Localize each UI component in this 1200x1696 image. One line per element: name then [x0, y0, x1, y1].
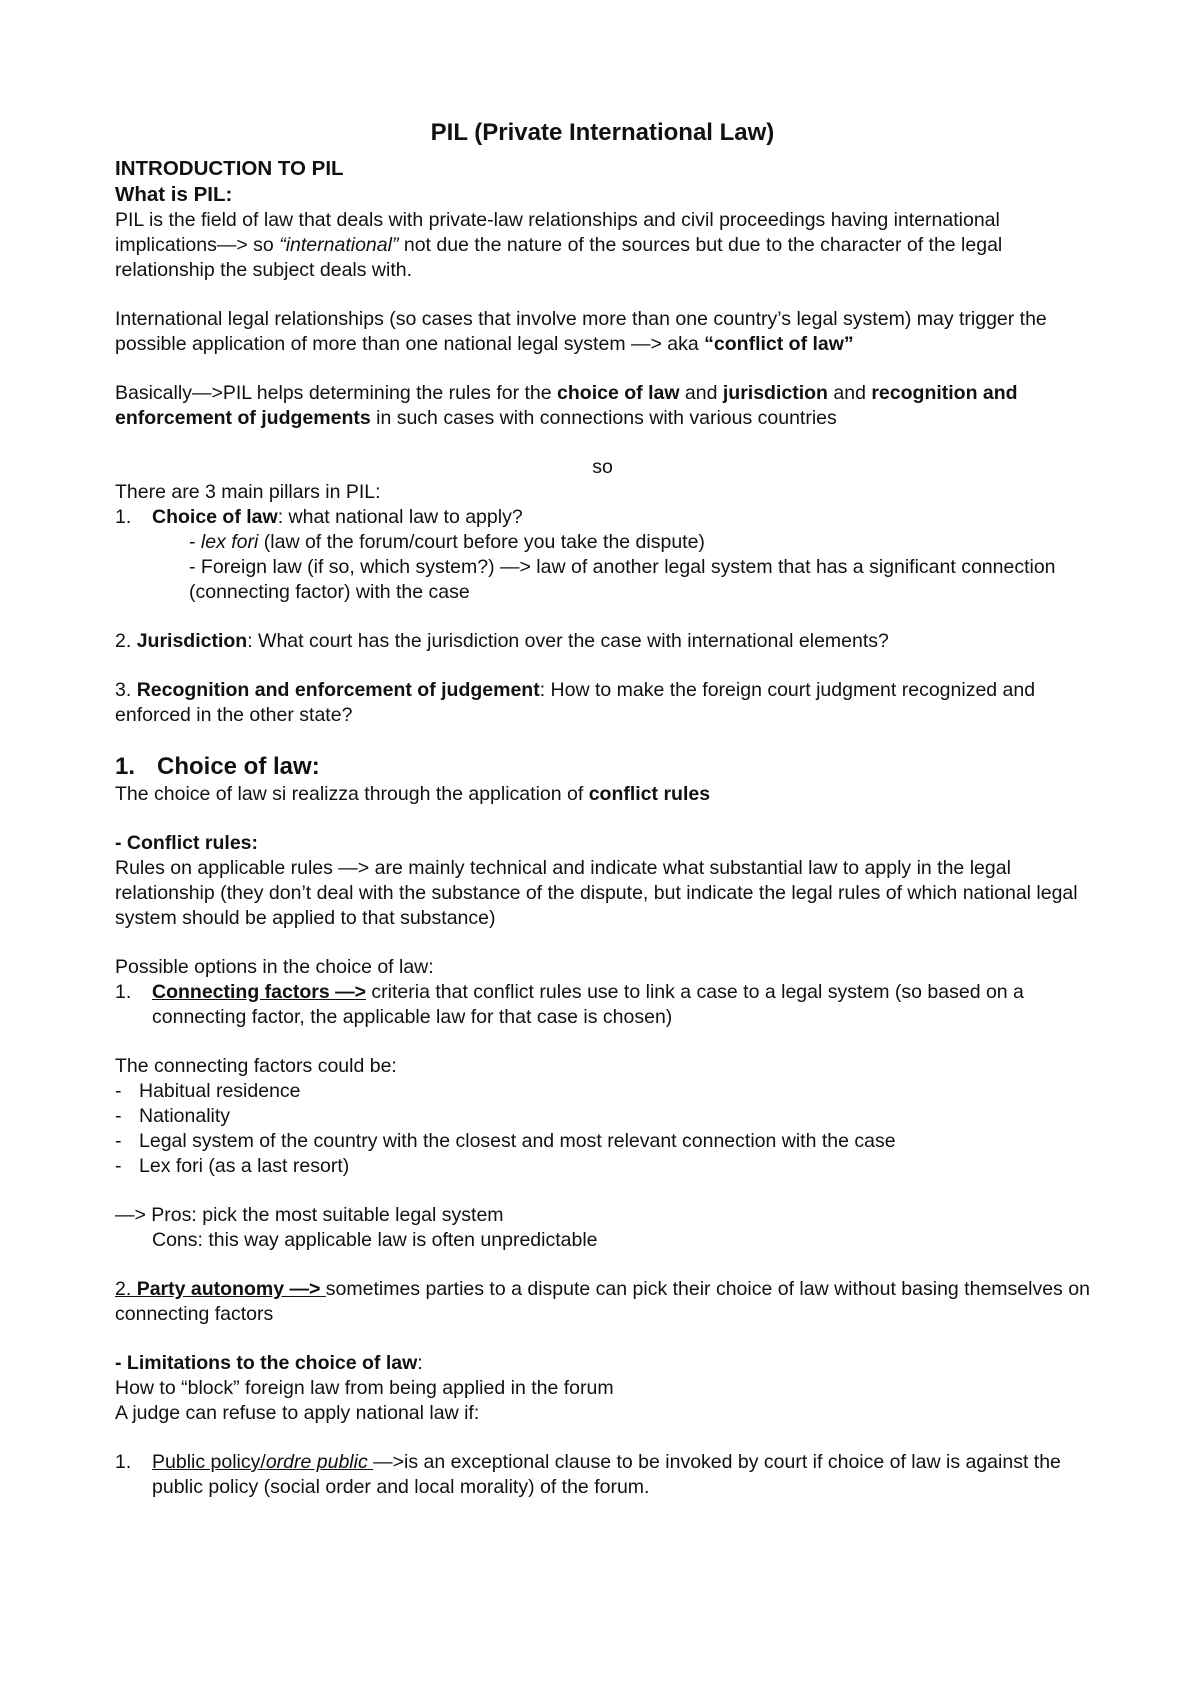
section-heading-choice-of-law	[115, 752, 1090, 782]
bold-run: Party autonomy —>	[136, 1278, 321, 1300]
bold-run: choice of law	[557, 382, 680, 404]
text-run: (law of the forum/court before you take the dispute)	[258, 531, 705, 553]
bold-run: conflict rules	[588, 783, 711, 805]
what-heading: What is PIL:	[115, 183, 233, 206]
list-body	[152, 980, 1090, 1030]
pillar-3	[115, 678, 1090, 728]
options-intro: Possible options in the choice of law:	[115, 956, 434, 978]
bold-run: recognition and enforcement of judgements	[115, 382, 1018, 429]
text-run: The choice of law si realizza through the application of	[115, 783, 589, 805]
pillar-1-sub-lex-fori	[115, 530, 1090, 555]
pillar-1-sub-foreign-law: - Foreign law (if so, which system?) —> law of another legal system that has a significant connection (connecting factor) with the case	[189, 556, 1056, 603]
dash-bullet: -	[115, 1130, 122, 1152]
factors-intro: The connecting factors could be:	[115, 1055, 397, 1077]
factor-item	[115, 1129, 1090, 1154]
list-number: 1.	[115, 1451, 132, 1473]
text-run: -	[189, 531, 201, 553]
text-run: : what national law to apply?	[277, 506, 523, 528]
paragraph-choice-of-law	[115, 782, 1090, 807]
text-run: sometimes parties to a dispute can pick their choice of law without basing themselves on connecting factors	[115, 1278, 1090, 1325]
option-2	[115, 1277, 1090, 1327]
factor-text: Nationality	[139, 1105, 231, 1127]
text-run: criteria that conflict rules use to link a case to a legal system (so based on a connecting factor, the applicable law for that case is chosen)	[152, 981, 1024, 1028]
factor-item	[115, 1079, 1090, 1104]
factor-text: Lex fori (as a last resort)	[139, 1155, 350, 1177]
paragraph-definition	[115, 208, 1090, 283]
factor-text: Habitual residence	[139, 1080, 301, 1102]
italic-run: lex fori	[200, 531, 259, 553]
page-title: PIL (Private International Law)	[430, 119, 775, 146]
list-number: 1.	[115, 506, 132, 528]
pillar-1	[115, 505, 1090, 530]
limitations-line-1: How to “block” foreign law from being applied in the forum	[115, 1377, 614, 1399]
text-run: and	[679, 382, 723, 404]
text-run: PIL is the field of law that deals with private-law relationships and civil proceedings having international implications—> so	[115, 209, 1000, 256]
bold-run: Recognition and enforcement of judgement	[136, 679, 540, 701]
conflict-rules-text: Rules on applicable rules —> are mainly technical and indicate what substantial law to apply in the legal relationship (they don’t deal with the substance of the dispute, but indicate the legal rules of which national legal system should be applied to that substance)	[115, 857, 1078, 929]
list-number: 2.	[115, 630, 137, 652]
pillars-intro: There are 3 main pillars in PIL:	[115, 481, 381, 503]
text-run: :	[417, 1352, 423, 1374]
list-body	[152, 505, 1090, 530]
limitations-heading	[115, 1351, 1090, 1376]
text-run: in such cases with connections with various countries	[370, 407, 837, 429]
text-run: not due the nature of the sources but due to the character of the legal relationship the subject deals with.	[115, 234, 1003, 281]
bold-run: “conflict of law”	[704, 333, 854, 355]
dash-bullet: -	[115, 1155, 122, 1177]
text-run: —>is an exceptional clause to be invoked by court if choice of law is against the public policy (social order and local morality) of the forum.	[152, 1451, 1061, 1498]
pillar-2	[115, 629, 1090, 654]
underlined-run: Public policy/ordre public	[152, 1451, 368, 1473]
pros-line: —> Pros: pick the most suitable legal system	[115, 1204, 504, 1226]
bold-run: Choice of law	[152, 506, 278, 528]
list-number: 1.	[115, 981, 132, 1003]
paragraph-basically	[115, 381, 1090, 431]
so-connector: so	[592, 456, 613, 478]
option-2-label: 2. Party autonomy —>	[115, 1278, 321, 1300]
bold-run: - Limitations to the choice of law	[115, 1352, 418, 1374]
conflict-rules-heading: - Conflict rules:	[115, 832, 259, 854]
dash-bullet: -	[115, 1105, 122, 1127]
italic-run: “international”	[279, 234, 399, 256]
text-run: : What court has the jurisdiction over the case with international elements?	[247, 630, 889, 652]
text-run: Basically—>PIL helps determining the rules for the	[115, 382, 558, 404]
section-number: 1.	[115, 753, 136, 780]
section-title: Choice of law:	[157, 753, 320, 780]
option-1	[115, 980, 1090, 1030]
document-body	[115, 118, 1090, 1500]
dash-bullet: -	[115, 1080, 122, 1102]
text-run: and	[827, 382, 872, 404]
paragraph-relationships	[115, 307, 1090, 357]
list-number: 3.	[115, 679, 137, 701]
factor-text: Legal system of the country with the closest and most relevant connection with the case	[139, 1130, 896, 1152]
text-run: International legal relationships (so cases that involve more than one country’s legal system) may trigger the possible application of more than one national legal system —> aka	[115, 308, 1047, 355]
factor-item	[115, 1154, 1090, 1179]
list-body	[152, 1450, 1090, 1500]
factor-item	[115, 1104, 1090, 1129]
cons-line: Cons: this way applicable law is often unpredictable	[152, 1229, 598, 1251]
intro-heading: INTRODUCTION TO PIL	[115, 157, 344, 180]
text-run: : How to make the foreign court judgment recognized and enforced in the other state?	[115, 679, 1036, 726]
limit-1	[115, 1450, 1090, 1500]
limitations-line-2: A judge can refuse to apply national law if:	[115, 1402, 480, 1424]
bold-run: Jurisdiction	[136, 630, 248, 652]
bold-run: jurisdiction	[722, 382, 828, 404]
underlined-bold-run: Connecting factors —>	[152, 981, 366, 1003]
